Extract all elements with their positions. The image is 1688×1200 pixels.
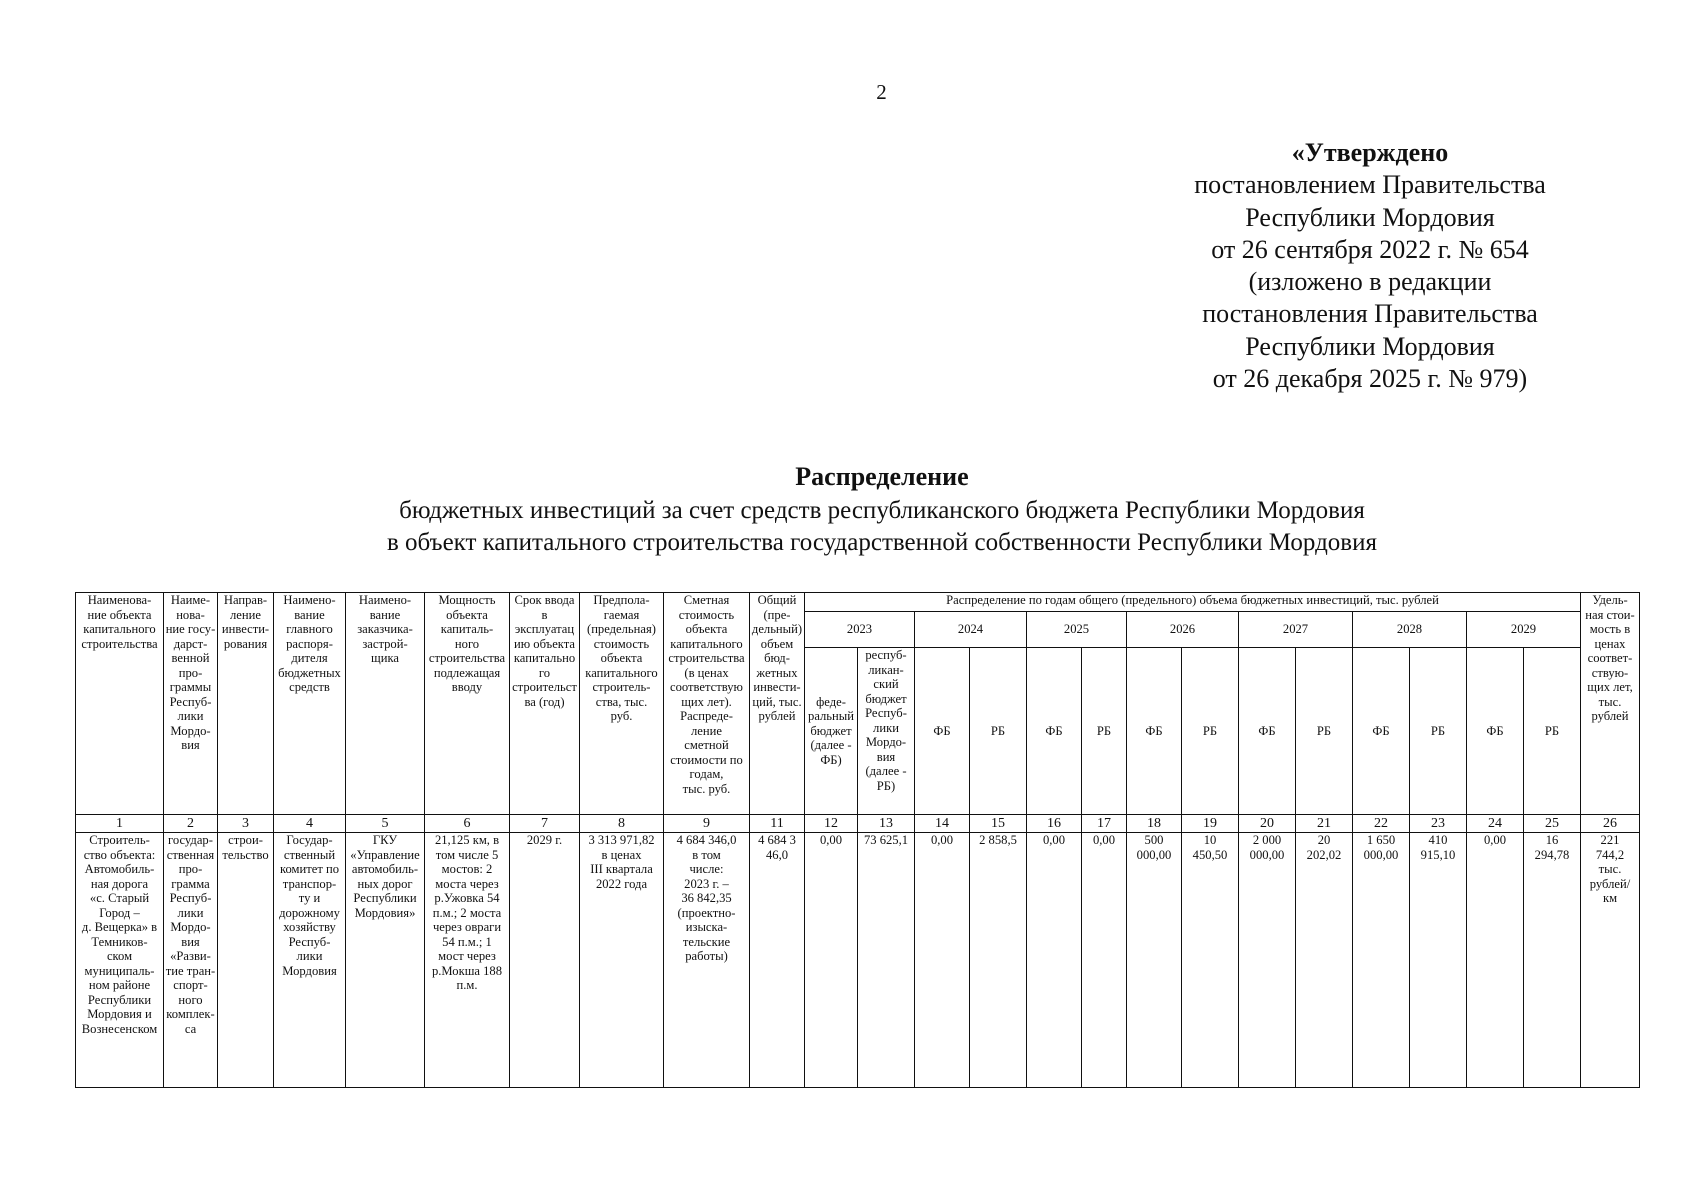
column-number: 23: [1410, 815, 1467, 833]
page-number: 2: [876, 80, 887, 104]
approval-line: (изложено в редакции: [1248, 267, 1492, 297]
cell-2024-rb: 2 858,5: [970, 833, 1027, 1088]
header-total-investment: Общий (пре- дельный) объем бюд- жетных инвести- ций, тыс. рублей: [750, 593, 805, 815]
header-fb: ФБ: [1239, 648, 1296, 815]
column-number: 6: [425, 815, 510, 833]
header-fb: ФБ: [915, 648, 970, 815]
cell-2028-fb: 1 650 000,00: [1353, 833, 1410, 1088]
column-number: 19: [1182, 815, 1239, 833]
header-rb: РБ: [1296, 648, 1353, 815]
cell-customer-developer: ГКУ «Управление автомобиль- ных дорог Республики Мордовия»: [346, 833, 425, 1088]
approval-line: Республики Мордовия: [1245, 202, 1495, 232]
cell-2025-rb: 0,00: [1082, 833, 1127, 1088]
cell-state-program: государ- ственная про- грамма Респуб- лики Мордо- вия «Разви- тие тран- спорт- ного комплек- са: [164, 833, 218, 1088]
cell-2028-rb: 410 915,10: [1410, 833, 1467, 1088]
header-rb: РБ: [1410, 648, 1467, 815]
header-estimated-cost: Предпола- гаемая (предельная) стоимость объекта капитального строитель- ства, тыс. руб.: [580, 593, 664, 815]
cell-2023-fb: 0,00: [805, 833, 858, 1088]
document-subtitle: [200, 495, 1564, 559]
header-fb: ФБ: [1027, 648, 1082, 815]
column-number: 7: [510, 815, 580, 833]
cell-2023-rb: 73 625,1: [858, 833, 915, 1088]
cell-capacity: 21,125 км, в том числе 5 мостов: 2 моста через р.Ужовка 54 п.м.; 2 моста через овраги 54 п.м.; 1 мост через р.Мокша 188 п.м.: [425, 833, 510, 1088]
column-number: 8: [580, 815, 664, 833]
cell-2026-fb: 500 000,00: [1127, 833, 1182, 1088]
header-year: 2026: [1127, 612, 1239, 648]
header-fb: ФБ: [1353, 648, 1410, 815]
cell-2027-rb: 20 202,02: [1296, 833, 1353, 1088]
column-number: 1: [76, 815, 164, 833]
header-commissioning-date: Срок ввода в эксплуатац ию объекта капитально го строительст ва (год): [510, 593, 580, 815]
header-customer-developer: Наимено- вание заказчика- застрой- щика: [346, 593, 425, 815]
header-capacity: Мощность объекта капиталь- ного строительства подлежащая вводу: [425, 593, 510, 815]
header-rb: РБ: [970, 648, 1027, 815]
column-number: 13: [858, 815, 915, 833]
header-year: 2023: [805, 612, 915, 648]
column-number: 15: [970, 815, 1027, 833]
column-number: 12: [805, 815, 858, 833]
column-number: 22: [1353, 815, 1410, 833]
header-republic-budget: респуб- ликан- ский бюджет Респуб- лики Мордо- вия (далее - РБ): [858, 648, 915, 815]
column-number: 3: [218, 815, 274, 833]
cell-unit-cost: 221 744,2 тыс. рублей/ км: [1581, 833, 1640, 1088]
cell-2029-fb: 0,00: [1467, 833, 1524, 1088]
header-year: 2029: [1467, 612, 1581, 648]
column-number: 11: [750, 815, 805, 833]
cell-investment-direction: строи- тельство: [218, 833, 274, 1088]
header-budget-cost: Сметная стоимость объекта капитального строительства (в ценах соответствую щих лет). Распреде- ление сметной стоимости по годам, тыс. руб.: [664, 593, 750, 815]
cell-budget-cost: 4 684 346,0 в том числе: 2023 г. – 36 842,35 (проектно- изыска- тельские работы): [664, 833, 750, 1088]
cell-budget-manager: Государ- ственный комитет по транспор- ту и дорожному хозяйству Респуб- лики Мордовия: [274, 833, 346, 1088]
column-number: 16: [1027, 815, 1082, 833]
cell-2026-rb: 10 450,50: [1182, 833, 1239, 1088]
column-number: 9: [664, 815, 750, 833]
header-rb: РБ: [1524, 648, 1581, 815]
column-number: 14: [915, 815, 970, 833]
column-number: 20: [1239, 815, 1296, 833]
approval-line: «Утверждено: [1291, 138, 1449, 167]
header-object-name: Наименова- ние объекта капитального строительства: [76, 593, 164, 815]
cell-2029-rb: 16 294,78: [1524, 833, 1581, 1088]
cell-total-investment: 4 684 3 46,0: [750, 833, 805, 1088]
header-fb: ФБ: [1127, 648, 1182, 815]
header-year: 2028: [1353, 612, 1467, 648]
header-federal-budget: феде- ральный бюджет (далее - ФБ): [805, 648, 858, 815]
cell-2025-fb: 0,00: [1027, 833, 1082, 1088]
column-number: 2: [164, 815, 218, 833]
header-budget-manager: Наимено- вание главного распоря- дителя бюджетных средств: [274, 593, 346, 815]
column-number: 25: [1524, 815, 1581, 833]
cell-2027-fb: 2 000 000,00: [1239, 833, 1296, 1088]
header-year: 2027: [1239, 612, 1353, 648]
approval-stamp: [1180, 137, 1560, 395]
header-investment-direction: Направ- ление инвести- рования: [218, 593, 274, 815]
header-unit-cost: Удель- ная стои- мость в ценах соответ- ствую- щих лет, тыс. рублей: [1581, 593, 1640, 815]
subtitle-line: в объект капитального строительства государственной собственности Республики Мордовия: [387, 529, 1377, 556]
header-state-program: Наиме- нова- ние госу- дарст- венной про- граммы Респуб- лики Мордо- вия: [164, 593, 218, 815]
cell-object-name: Строитель- ство объекта: Автомобиль- ная дорога «с. Старый Город – д. Вещерка» в Темников- ском муниципаль- ном районе Республики Мордовия и Вознесенском: [76, 833, 164, 1088]
column-number: 26: [1581, 815, 1640, 833]
approval-line: от 26 сентября 2022 г. № 654: [1211, 234, 1529, 264]
header-distribution-by-year: Распределение по годам общего (предельного) объема бюджетных инвестиций, тыс. рублей: [805, 593, 1581, 612]
approval-line: постановления Правительства: [1202, 299, 1538, 329]
cell-2024-fb: 0,00: [915, 833, 970, 1088]
column-number: 18: [1127, 815, 1182, 833]
header-rb: РБ: [1182, 648, 1239, 815]
column-number: 17: [1082, 815, 1127, 833]
cell-commissioning-date: 2029 г.: [510, 833, 580, 1088]
column-number: 5: [346, 815, 425, 833]
column-number: 21: [1296, 815, 1353, 833]
subtitle-line: бюджетных инвестиций за счет средств республиканского бюджета Республики Мордовия: [399, 497, 1365, 524]
investment-table: [75, 592, 1640, 1088]
column-number: 4: [274, 815, 346, 833]
approval-line: от 26 декабря 2025 г. № 979): [1212, 364, 1528, 394]
header-rb: РБ: [1082, 648, 1127, 815]
table-row: [76, 833, 1640, 1088]
approval-line: Республики Мордовия: [1245, 331, 1495, 361]
column-number: 24: [1467, 815, 1524, 833]
header-year: 2025: [1027, 612, 1127, 648]
document-title: Распределение: [795, 462, 969, 491]
header-year: 2024: [915, 612, 1027, 648]
approval-line: постановлением Правительства: [1194, 170, 1546, 200]
cell-estimated-cost: 3 313 971,82 в ценах III квартала 2022 года: [580, 833, 664, 1088]
header-fb: ФБ: [1467, 648, 1524, 815]
